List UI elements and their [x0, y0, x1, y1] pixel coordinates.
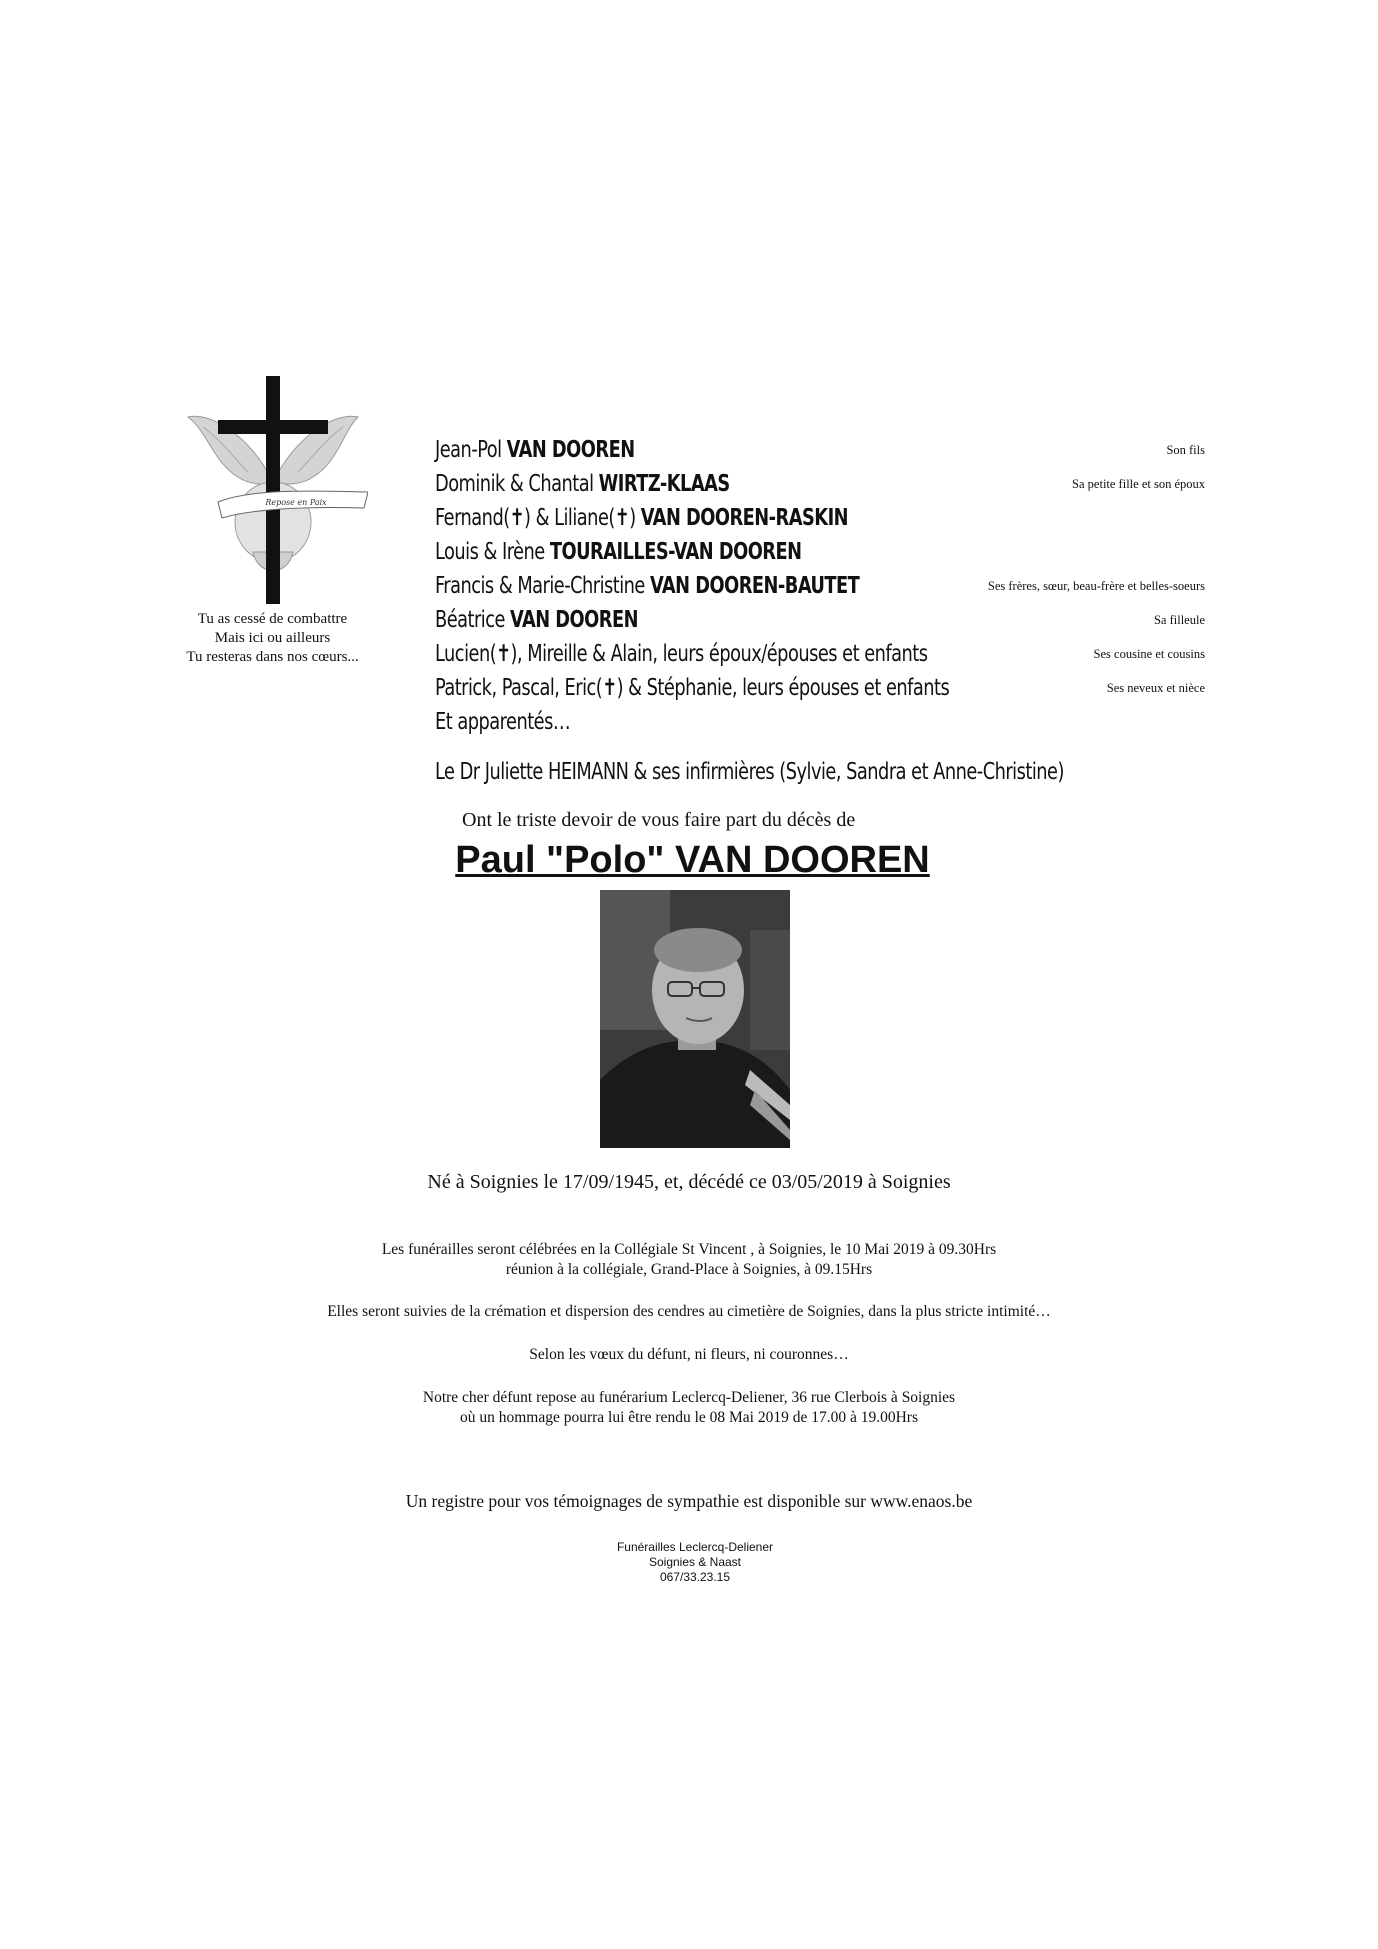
poem — [150, 610, 395, 667]
registry-note: Un registre pour vos témoignages de sympathie est disponible sur www.enaos.be — [405, 1491, 973, 1511]
birth-death-dates: Né à Soignies le 17/09/1945, et, décédé ce 03/05/2019 à Soignies — [427, 1171, 951, 1193]
funeral-home-footer — [0, 1540, 1378, 1585]
family-row — [435, 433, 1205, 467]
funeral-line: réunion à la collégiale, Grand-Place à Soignies, à 09.15Hrs — [505, 1261, 873, 1278]
portrait-photo — [600, 890, 790, 1148]
family-name: Béatrice VAN DOOREN — [435, 607, 638, 633]
family-row — [435, 467, 1205, 501]
family-row — [435, 535, 1205, 569]
portrait-icon — [600, 890, 790, 1148]
footer-line: Funérailles Leclercq-Deliener — [616, 1540, 774, 1554]
family-row — [435, 569, 1205, 603]
funeral-info — [0, 1240, 1378, 1280]
family-name: Et apparentés… — [435, 709, 571, 735]
family-relation: Sa petite fille et son époux — [1072, 477, 1205, 491]
family-relation: Ses frères, sœur, beau-frère et belles-soeurs — [987, 579, 1205, 593]
family-list — [435, 433, 1205, 739]
family-name: Patrick, Pascal, Eric(✝) & Stéphanie, leurs épouses et enfants — [435, 675, 950, 701]
cremation-info: Elles seront suivies de la crémation et dispersion des cendres au cimetière de Soignies, dans la plus stricte intimité… — [327, 1303, 1051, 1320]
family-row — [435, 603, 1205, 637]
family-name: Dominik & Chantal WIRTZ-KLAAS — [435, 471, 730, 497]
rest-line: où un hommage pourra lui être rendu le 08 Mai 2019 de 17.00 à 19.00Hrs — [459, 1409, 918, 1426]
poem-line: Mais ici ou ailleurs — [214, 630, 331, 646]
rest-line: Notre cher défunt repose au funérarium Leclercq-Deliener, 36 rue Clerbois à Soignies — [422, 1389, 956, 1406]
poem-line: Tu resteras dans nos cœurs... — [186, 649, 359, 665]
family-row — [435, 705, 1205, 739]
rest-info — [0, 1388, 1378, 1428]
family-row — [435, 637, 1205, 671]
family-name: Fernand(✝) & Liliane(✝) VAN DOOREN-RASKIN — [435, 505, 849, 531]
footer-line: Soignies & Naast — [648, 1555, 742, 1569]
funeral-line: Les funérailles seront célébrées en la Collégiale St Vincent , à Soignies, le 10 Mai 2019 à 09.30Hrs — [381, 1241, 997, 1258]
family-row — [435, 671, 1205, 705]
wishes-info: Selon les vœux du défunt, ni fleurs, ni couronnes… — [529, 1346, 849, 1363]
footer-line: 067/33.23.15 — [659, 1570, 731, 1584]
doctor-line — [435, 755, 1166, 789]
dove-cross-icon — [178, 372, 368, 608]
family-relation: Son fils — [1166, 443, 1205, 457]
family-relation: Sa filleule — [1153, 613, 1205, 627]
poem-line: Tu as cessé de combattre — [197, 611, 348, 627]
family-name: Louis & Irène TOURAILLES-VAN DOOREN — [435, 539, 802, 565]
family-name: Jean-Pol VAN DOOREN — [435, 437, 635, 463]
doctor-text: Le Dr Juliette HEIMANN & ses infirmières (Sylvie, Sandra et Anne-Christine) — [435, 759, 1064, 785]
family-relation: Ses cousine et cousins — [1093, 647, 1205, 661]
family-relation: Ses neveux et nièce — [1106, 681, 1205, 695]
announcement: Ont le triste devoir de vous faire part du décès de — [462, 809, 856, 831]
family-name: Lucien(✝), Mireille & Alain, leurs époux/épouses et enfants — [435, 641, 928, 667]
family-row — [435, 501, 1205, 535]
cross-dove-emblem — [178, 372, 368, 608]
banner-text: Repose en Paix — [265, 498, 327, 507]
deceased-name: Paul "Polo" VAN DOOREN — [455, 839, 930, 881]
family-name: Francis & Marie-Christine VAN DOOREN-BAUTET — [435, 573, 860, 599]
